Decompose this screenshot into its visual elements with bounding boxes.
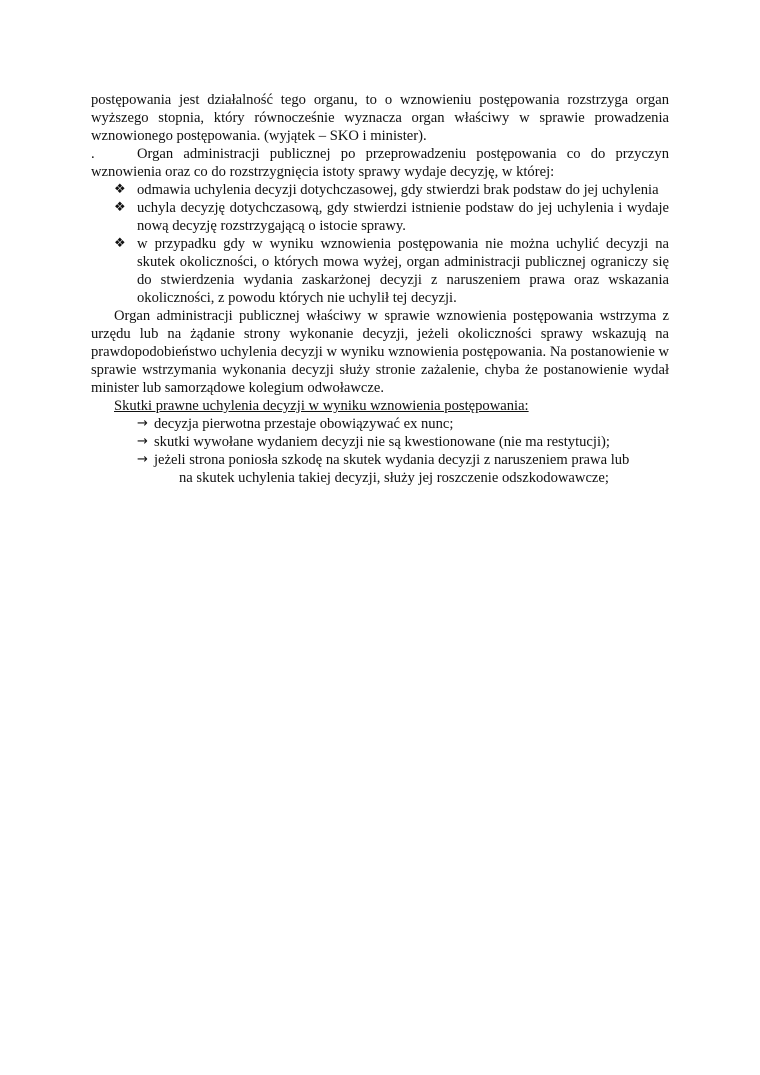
list-item <box>91 199 669 235</box>
list-item-continuation: na skutek uchylenia takiej decyzji, służy jej roszczenie odszkodowawcze; <box>179 470 609 486</box>
list-item <box>91 415 669 433</box>
decision-bullet-list <box>91 181 669 307</box>
list-item <box>91 235 669 307</box>
paragraph-decision-text: Organ administracji publicznej po przeprowadzeniu postępowania co do przyczyn wznowienia oraz co do rozstrzygnięcia istoty sprawy wydaje decyzję, w której: <box>91 146 669 180</box>
arrow-right-icon: → <box>137 416 148 431</box>
list-item-text: skutki wywołane wydaniem decyzji nie są kwestionowane (nie ma restytucji); <box>154 434 610 450</box>
diamond-bullet-icon: ❖ <box>114 182 126 197</box>
document-body <box>91 91 669 487</box>
arrow-right-icon: → <box>137 452 148 467</box>
paragraph-suspension: Organ administracji publicznej właściwy w sprawie wznowienia postępowania wstrzyma z urzędu lub na żądanie strony wykonanie decyzji, jeżeli okoliczności sprawy wskazują na prawdopodobieństwo uchylenia decyzji w wyniku wznowienia postępowania. Na postanowienie w sprawie wstrzymania wykonania decyzji służy stronie zażalenie, chyba że postanowienie wydał minister lub samorządowe kolegium odwoławcze. <box>91 308 669 396</box>
section-heading-text: Skutki prawne uchylenia decyzji w wyniku wznowienia postępowania: <box>114 398 529 414</box>
diamond-bullet-icon: ❖ <box>114 236 126 251</box>
list-item-text: uchyla decyzję dotychczasową, gdy stwierdzi istnienie podstaw do jej uchylenia i wydaje nową decyzję rozstrzygającą o istocie sprawy. <box>137 200 669 234</box>
list-item <box>91 433 669 451</box>
list-item-text: jeżeli strona poniosła szkodę na skutek wydania decyzji z naruszeniem prawa lub <box>154 452 630 468</box>
list-item <box>91 451 669 487</box>
paragraph-decision <box>91 145 669 181</box>
list-item-text: odmawia uchylenia decyzji dotychczasowej, gdy stwierdzi brak podstaw do jej uchylenia <box>137 182 659 198</box>
stray-dot: . <box>91 146 95 162</box>
arrow-right-icon: → <box>137 434 148 449</box>
section-heading <box>91 397 669 415</box>
list-item-text: w przypadku gdy w wyniku wznowienia postępowania nie można uchylić decyzji na skutek okoliczności, o których mowa wyżej, organ administracji publicznej ograniczy się do stwierdzenia wydania zaskarżonej decyzji z naruszeniem prawa oraz wskazania okoliczności, z powodu których nie uchylił tej decyzji. <box>137 236 669 306</box>
list-item-text: decyzja pierwotna przestaje obowiązywać ex nunc; <box>154 416 454 432</box>
effects-list <box>91 415 669 487</box>
list-item <box>91 181 669 199</box>
paragraph-intro: postępowania jest działalność tego organu, to o wznowieniu postępowania rozstrzyga organ wyższego stopnia, który równocześnie wyznacza organ właściwy w sprawie prowadzenia wznowionego postępowania. (wyjątek – SKO i minister). <box>91 92 669 144</box>
diamond-bullet-icon: ❖ <box>114 200 126 215</box>
